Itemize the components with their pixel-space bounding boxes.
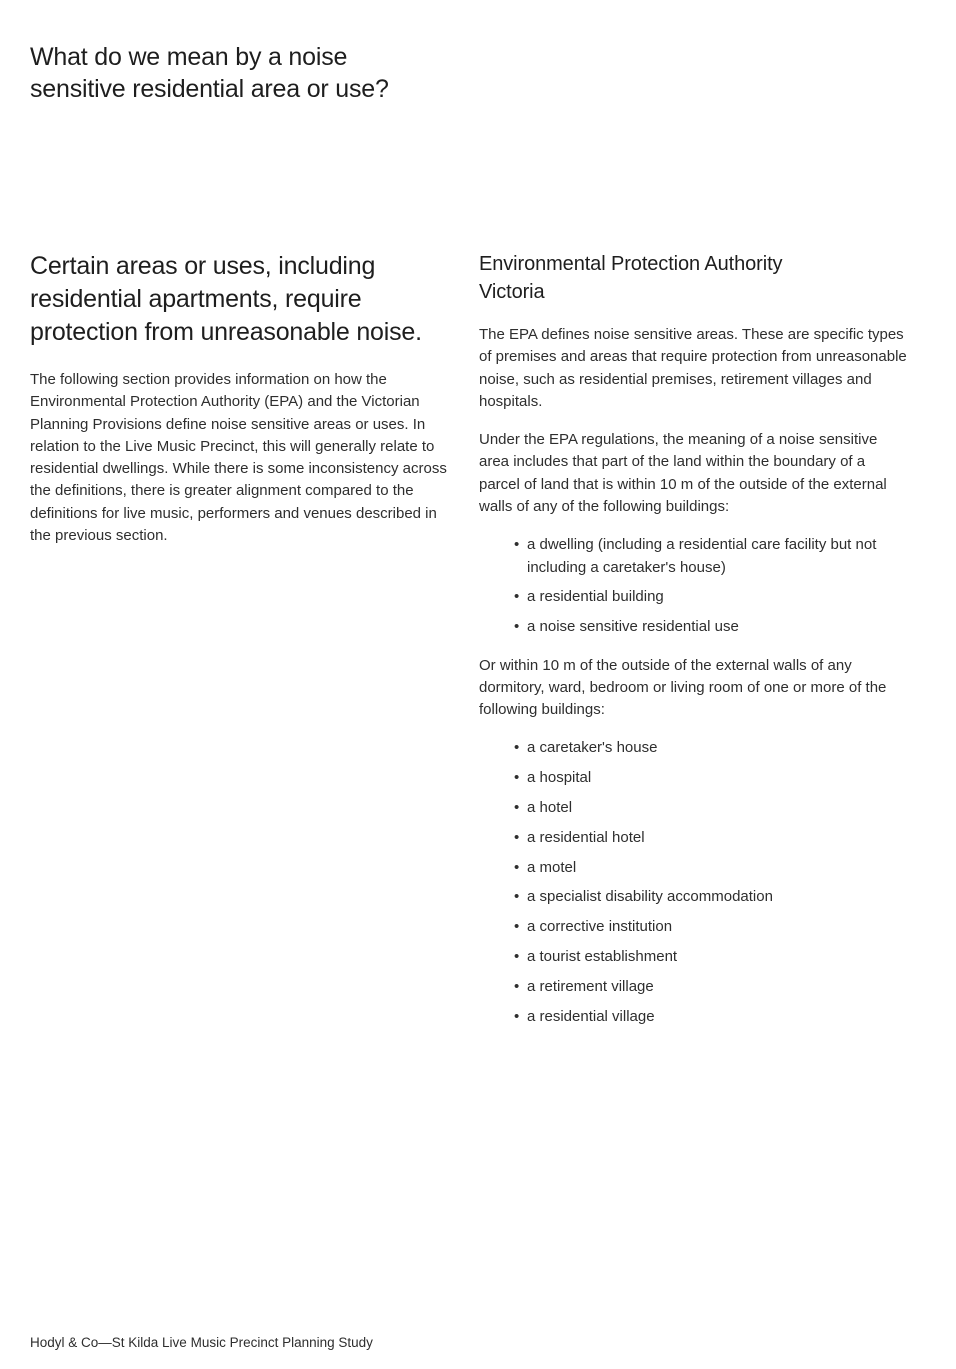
- list-item-text: a residential hotel: [527, 828, 645, 846]
- lead-heading: Certain areas or uses, including residential apartments, require protection from unreasonable noise.: [30, 252, 422, 346]
- list-item: [514, 976, 909, 998]
- list-item: [514, 534, 909, 579]
- right-column: [479, 250, 909, 1044]
- bullet-icon: •: [514, 618, 520, 636]
- bullet-icon: •: [514, 536, 520, 554]
- list-item-text: a noise sensitive residential use: [527, 618, 739, 636]
- list-item: [514, 827, 909, 849]
- bullet-icon: •: [514, 977, 520, 995]
- dormitory-buildings-list: [479, 737, 909, 1027]
- page-title: What do we mean by a noise sensitive residential area or use?: [30, 42, 389, 103]
- list-item: [514, 886, 909, 908]
- left-intro-paragraph: The following section provides information on how the Environmental Protection Authority (EPA) and the Victorian Planning Provisions define noise sensitive areas or uses. In relation to the Live Music Precinct, this will generally relate to residential dwellings. While there is some inconsistency across the definitions, there is greater alignment compared to the definitions for live music, performers and venues described in the previous section.: [30, 371, 447, 545]
- noise-sensitive-buildings-list: [479, 534, 909, 638]
- list-item-text: a retirement village: [527, 977, 654, 995]
- list-item-text: a dwelling (including a residential care facility but not including a caretaker's house): [527, 536, 877, 576]
- bullet-icon: •: [514, 1007, 520, 1025]
- list-item: [514, 916, 909, 938]
- list-item-text: a corrective institution: [527, 918, 673, 936]
- bullet-icon: •: [514, 918, 520, 936]
- epa-paragraph-2: Under the EPA regulations, the meaning of a noise sensitive area includes that part of the land within the boundary of a parcel of land that is within 10 m of the outside of the external walls of any of the following buildings:: [479, 431, 887, 516]
- list-item-text: a hotel: [527, 799, 573, 817]
- bullet-icon: •: [514, 948, 520, 966]
- list-item-text: a specialist disability accommodation: [527, 888, 773, 906]
- list-item-text: a caretaker's house: [527, 739, 658, 757]
- bullet-icon: •: [514, 888, 520, 906]
- list-item-text: a residential village: [527, 1007, 655, 1025]
- list-item-text: a tourist establishment: [527, 948, 678, 966]
- list-item: [514, 767, 909, 789]
- bullet-icon: •: [514, 828, 520, 846]
- bullet-icon: •: [514, 799, 520, 817]
- list-item: [514, 797, 909, 819]
- list-item: [514, 616, 909, 638]
- list-item-text: a residential building: [527, 588, 664, 606]
- epa-section-heading: Environmental Protection Authority Victoria: [479, 253, 783, 303]
- list-item: [514, 857, 909, 879]
- list-item: [514, 586, 909, 608]
- epa-paragraph-1: The EPA defines noise sensitive areas. These are specific types of premises and areas that require protection from unreasonable noise, such as residential premises, retirement villages and hospitals.: [479, 326, 907, 410]
- page-footer: Hodyl & Co—St Kilda Live Music Precinct Planning Study: [30, 1335, 373, 1350]
- list-item-text: a motel: [527, 858, 577, 876]
- left-column: [30, 250, 448, 563]
- epa-paragraph-3: Or within 10 m of the outside of the external walls of any dormitory, ward, bedroom or living room of one or more of the following buildings:: [479, 656, 887, 719]
- bullet-icon: •: [514, 739, 520, 757]
- list-item-text: a hospital: [527, 769, 592, 787]
- list-item: [514, 1006, 909, 1028]
- bullet-icon: •: [514, 588, 520, 606]
- bullet-icon: •: [514, 769, 520, 787]
- list-item: [514, 737, 909, 759]
- list-item: [514, 946, 909, 968]
- bullet-icon: •: [514, 858, 520, 876]
